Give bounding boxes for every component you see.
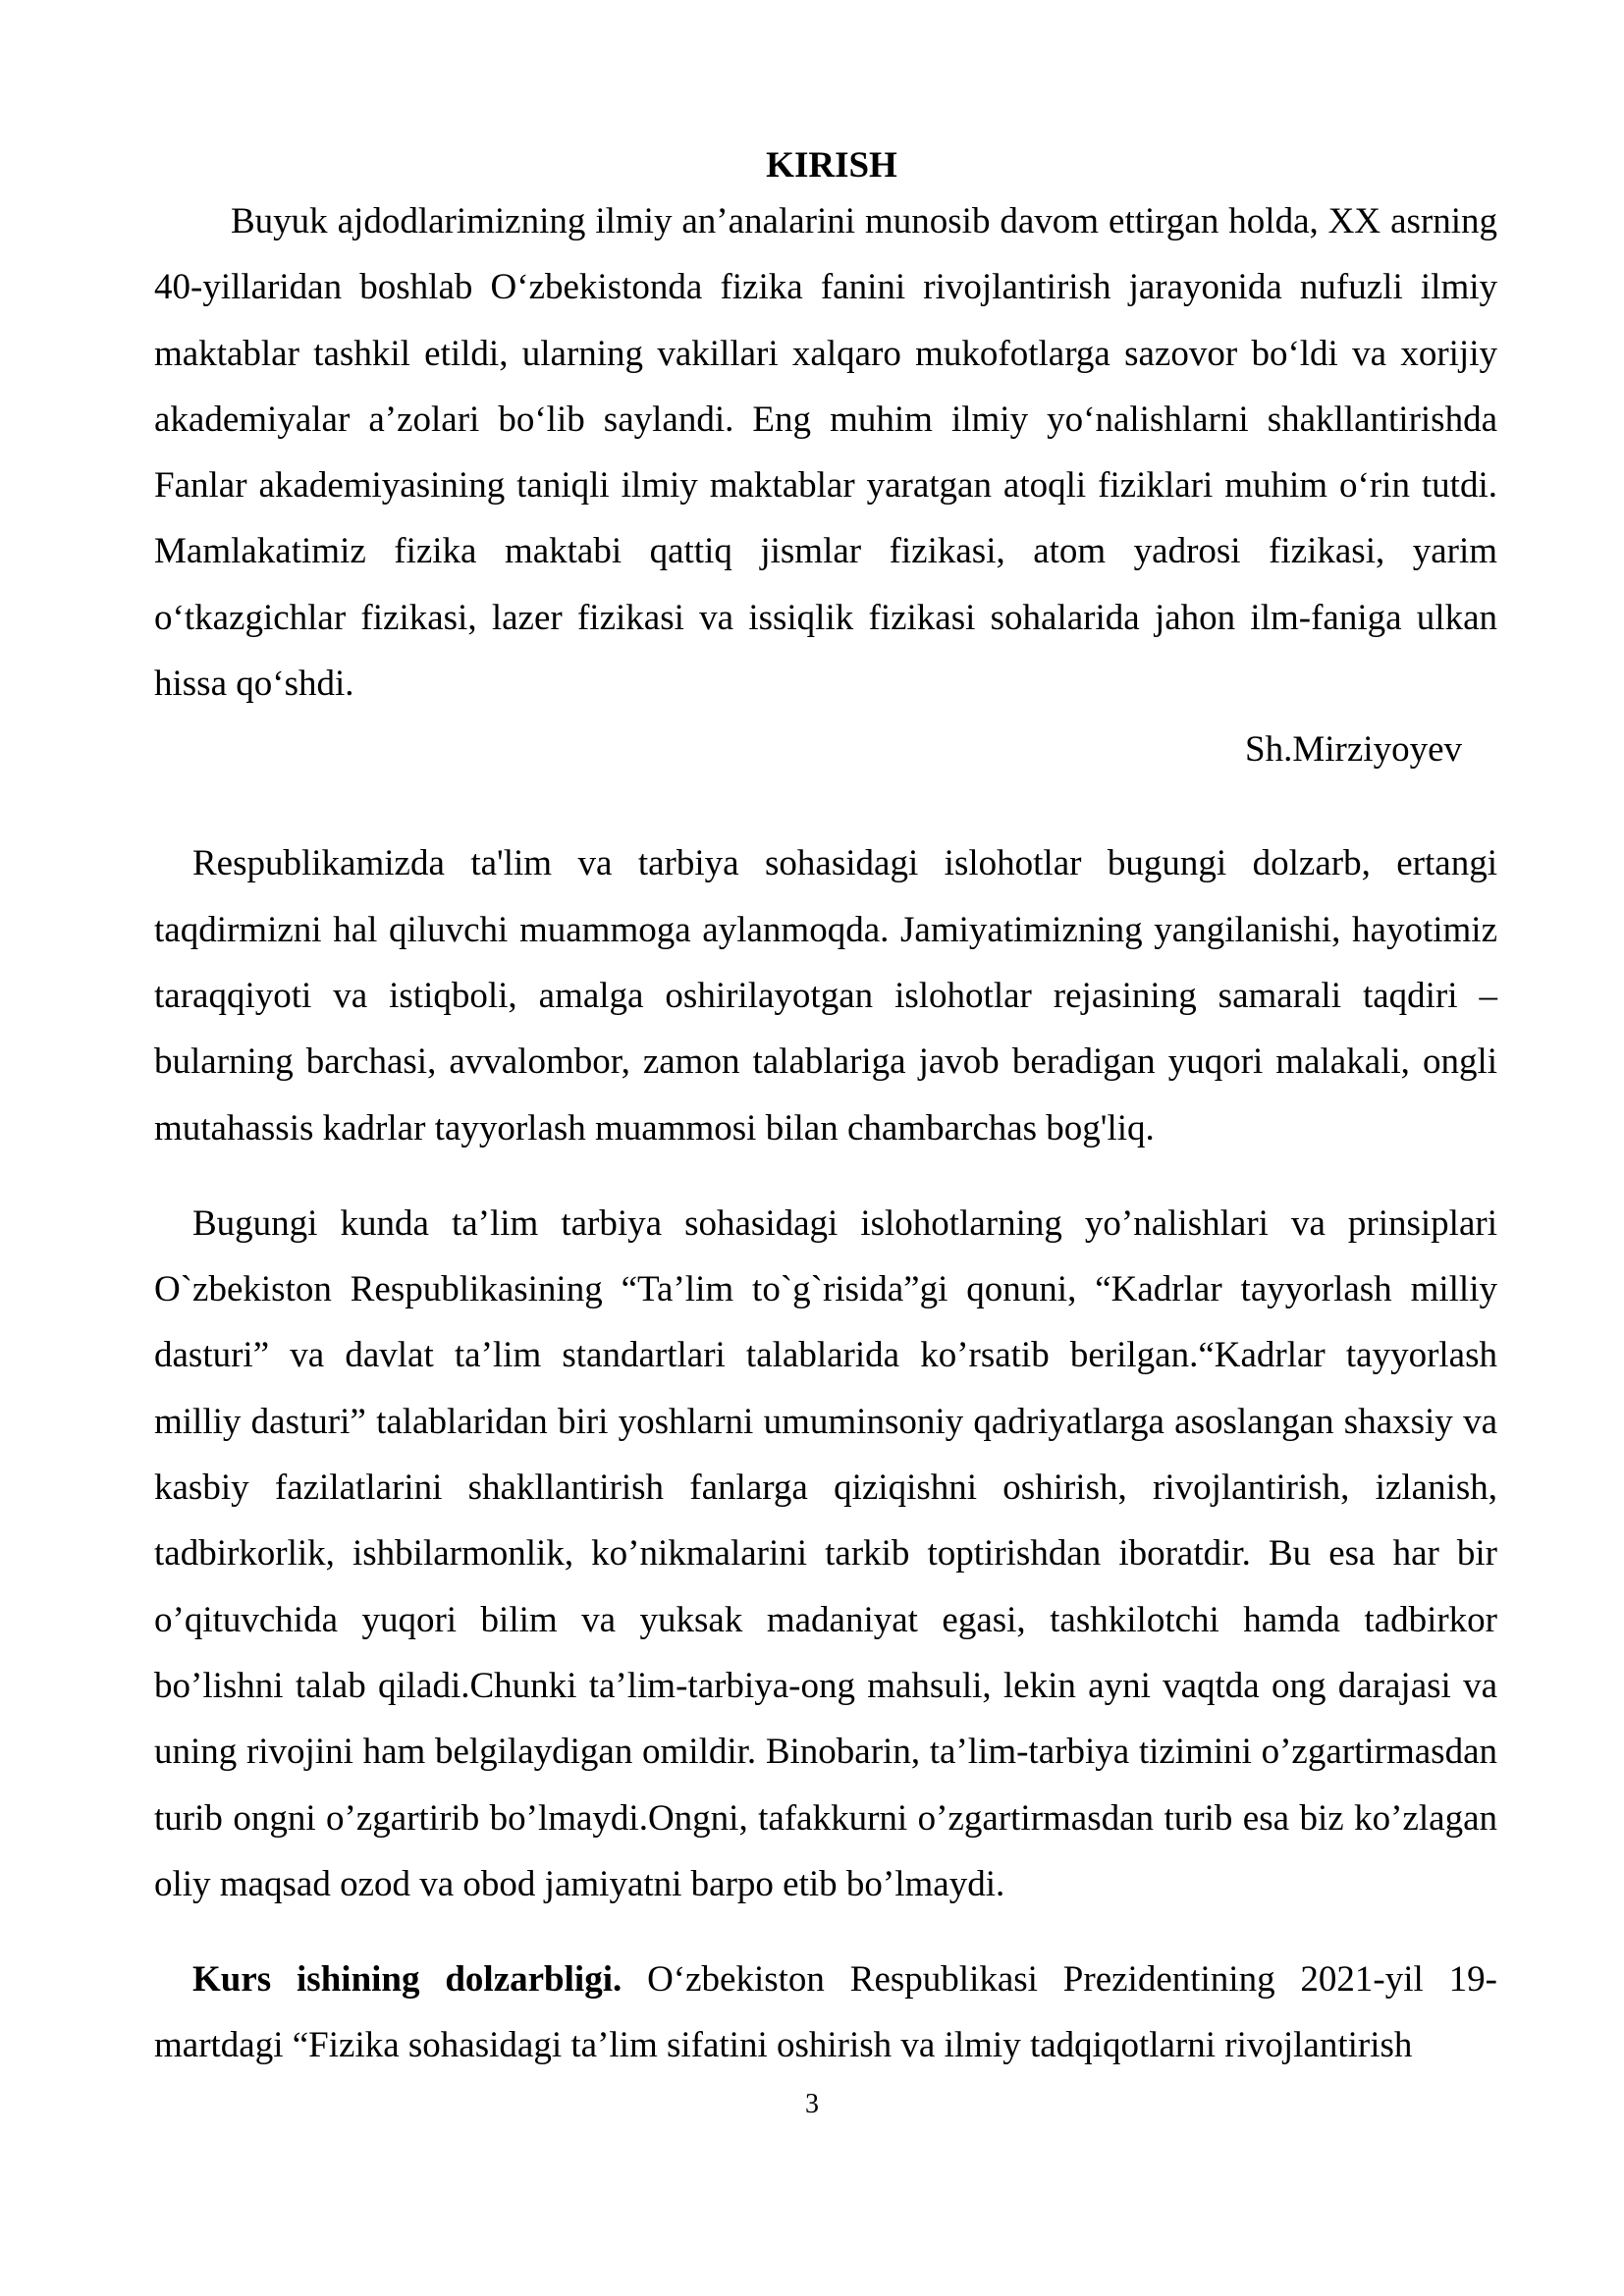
- spacer: [154, 787, 1497, 830]
- epigraph-author: Sh.Mirziyoyev: [1245, 729, 1462, 771]
- paragraph-1: Respublikamizda ta'lim va tarbiya sohasidagi islohotlar bugungi dolzarb, ertangi taqdirmizni hal qiluvchi muammoga aylanmoqda. Jamiyatimizning yangilanishi, hayotimiz taraqqiyoti va istiqboli, amalga oshirilayotgan islohotlar rejasining samarali taqdiri – bularning barchasi, avvalombor, zamon talablariga javob beradigan yuqori malakali, ongli mutahassis kadrlar tayyorlash muammosi bilan chambarchas bog'liq.: [154, 843, 1497, 1148]
- relevance-text: O‘zbekiston Respublikasi Prezidentining 2021-yil 19-martdagi “Fizika sohasidagi ta’lim sifatini oshirish va ilmiy tadqiqotlarni rivojlantirish: [154, 1959, 1497, 2066]
- spacer: [154, 1917, 1497, 1947]
- document-page: [154, 147, 1497, 2079]
- epigraph-text: Buyuk ajdodlarimizning ilmiy an’analarini munosib davom ettirgan holda, XX asrning 40-yillaridan boshlab O‘zbekistonda fizika fanini rivojlantirish jarayonida nufuzli ilmiy maktablar tashkil etildi, ularning vakillari xalqaro mukofotlarga sazovor bo‘ldi va xorijiy akademiyalar a’zolari bo‘lib saylandi. Eng muhim ilmiy yo‘nalishlarni shakllantirishda Fanlar akademiyasining taniqli ilmiy maktablar yaratgan atoqli fiziklari muhim o‘rin tutdi. Mamlakatimiz fizika maktabi qattiq jismlar fizikasi, atom yadrosi fizikasi, yarim o‘tkazgichlar fizikasi, lazer fizikasi va issiqlik fizikasi sohalarida jahon ilm-faniga ulkan hissa qo‘shdi.: [154, 201, 1497, 705]
- spacer: [154, 1161, 1497, 1191]
- page-number: 3: [805, 2089, 819, 2119]
- paragraph-2: Bugungi kunda ta’lim tarbiya sohasidagi islohotlarning yo’nalishlari va prinsiplari O`zbekiston Respublikasining “Ta’lim to`g`risida”gi qonuni, “Kadrlar tayyorlash milliy dasturi” va davlat ta’lim standartlari talablarida ko’rsatib berilgan.“Kadrlar tayyorlash milliy dasturi” talablaridan biri yoshlarni umuminsoniy qadriyatlarga asoslangan shaxsiy va kasbiy fazilatlarini shakllantirish fanlarga qiziqishni oshirish, rivojlantirish, izlanish, tadbirkorlik, ishbilarmonlik, ko’nikmalarini tarkib toptirishdan iboratdir. Bu esa har bir o’qituvchida yuqori bilim va yuksak madaniyat egasi, tashkilotchi hamda tadbirkor bo’lishni talab qiladi.Chunki ta’lim-tarbiya-ong mahsuli, lekin ayni vaqtda ong darajasi va uning rivojini ham belgilaydigan omildir. Binobarin, ta’lim-tarbiya tizimini o’zgartirmasdan turib ongni o’zgartirib bo’lmaydi.Ongni, tafakkurni o’zgartirmasdan turib esa biz ko’zlagan oliy maqsad ozod va obod jamiyatni barpo etib bo’lmaydi.: [154, 1202, 1497, 1904]
- section-title: KIRISH: [766, 145, 897, 186]
- relevance-heading: Kurs ishining dolzarbligi.: [192, 1959, 623, 2001]
- relevance-paragraph: [154, 1947, 1497, 2079]
